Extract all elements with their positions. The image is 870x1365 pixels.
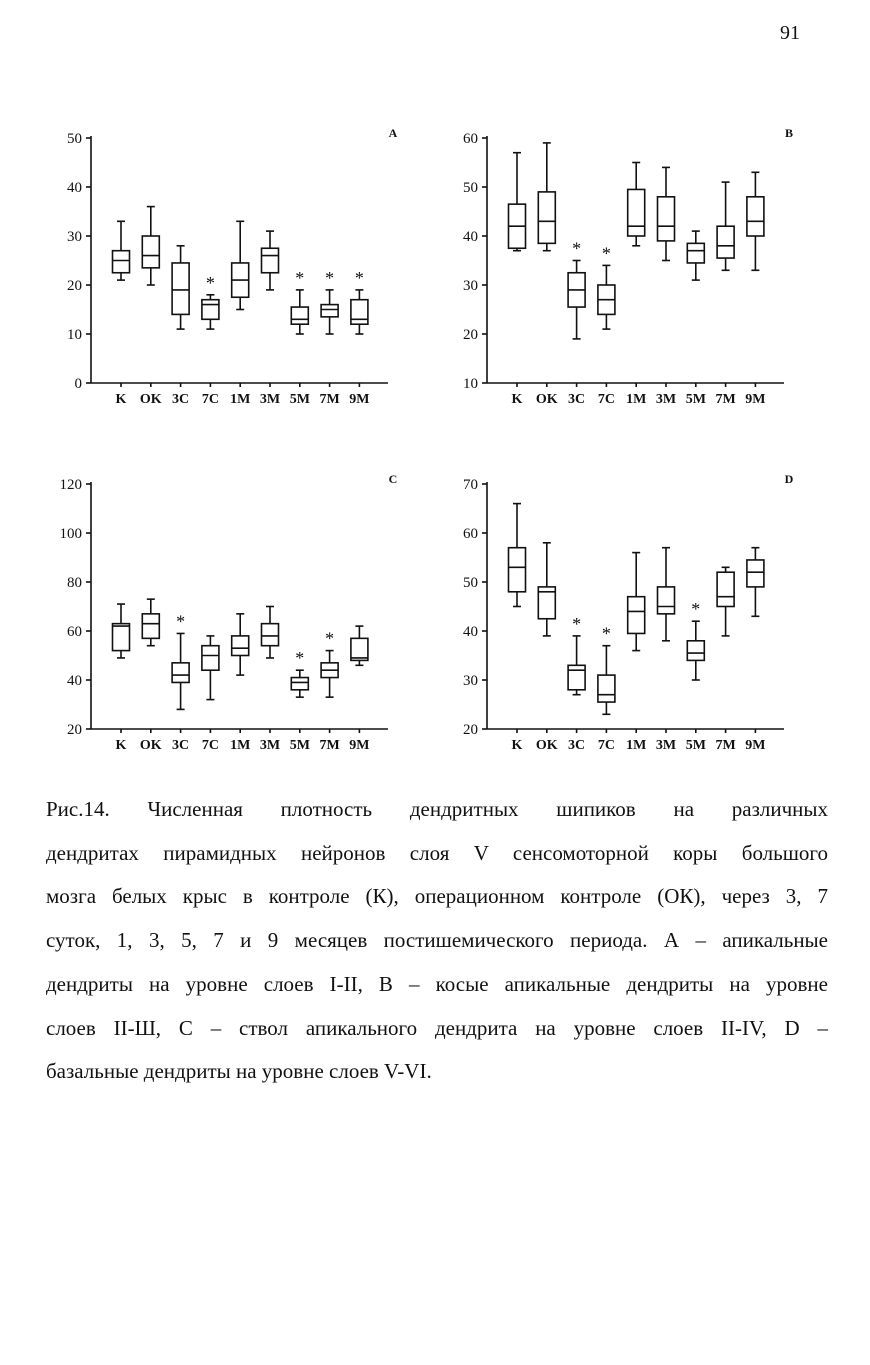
caption-line: слоев II-Ш, С – ствол апикального дендрита на уровне слоев II-IV, D – xyxy=(46,1015,828,1040)
x-tick-label: OK xyxy=(535,392,558,407)
page-number: 91 xyxy=(780,22,800,44)
y-tick-label: 50 xyxy=(463,575,478,591)
box-iqr xyxy=(142,614,159,639)
x-tick-label: 7C xyxy=(201,392,219,407)
x-tick-label: 5M xyxy=(685,392,706,407)
x-tick-label: 1M xyxy=(626,392,647,407)
box-iqr xyxy=(687,641,704,661)
y-tick-label: 60 xyxy=(463,526,478,542)
caption-line: мозга белых крыс в контроле (К), операционном контроле (ОК), через 3, 7 xyxy=(46,884,828,909)
y-tick-label: 50 xyxy=(67,131,82,147)
significance-asterisk: * xyxy=(205,272,215,293)
box-iqr xyxy=(509,548,526,592)
box-plot-panel-c xyxy=(46,456,436,756)
x-tick-label: 1M xyxy=(230,392,251,407)
x-tick-label: 3C xyxy=(568,392,586,407)
box-iqr xyxy=(291,678,308,690)
y-tick-label: 100 xyxy=(59,526,82,542)
box-iqr xyxy=(628,597,645,634)
panel-label: C xyxy=(388,472,398,486)
caption-line: дендриты на уровне слоев I-II, В – косые апикальные дендриты на уровне xyxy=(46,971,828,996)
x-tick-label: 7C xyxy=(201,738,219,753)
box-iqr xyxy=(538,192,555,243)
box-iqr xyxy=(658,587,675,614)
significance-asterisk: * xyxy=(176,611,186,632)
x-tick-label: K xyxy=(511,738,523,753)
y-tick-label: 40 xyxy=(67,180,82,196)
box-iqr xyxy=(717,226,734,258)
box-iqr xyxy=(351,300,368,325)
y-tick-label: 120 xyxy=(59,477,82,493)
y-tick-label: 20 xyxy=(67,722,82,738)
x-tick-label: 3C xyxy=(172,392,190,407)
x-tick-label: 3M xyxy=(259,738,281,753)
x-tick-label: 7M xyxy=(319,392,340,407)
y-tick-label: 60 xyxy=(463,131,478,147)
x-tick-label: 3C xyxy=(172,738,190,753)
y-tick-label: 40 xyxy=(463,229,478,245)
x-tick-label: 9M xyxy=(349,738,370,753)
x-tick-label: 9M xyxy=(745,392,766,407)
x-tick-label: 3C xyxy=(568,738,586,753)
x-tick-label: 3M xyxy=(259,392,281,407)
y-tick-label: 50 xyxy=(463,180,478,196)
box-iqr xyxy=(142,236,159,268)
box-iqr xyxy=(658,197,675,241)
box-iqr xyxy=(351,638,368,660)
box-iqr xyxy=(598,675,615,702)
x-tick-label: 7M xyxy=(715,738,736,753)
y-tick-label: 30 xyxy=(463,673,478,689)
box-iqr xyxy=(747,560,764,587)
significance-asterisk: * xyxy=(295,267,305,288)
figure-caption xyxy=(46,788,828,1094)
box-iqr xyxy=(628,189,645,236)
panel-label: B xyxy=(784,126,794,140)
significance-asterisk: * xyxy=(601,623,611,644)
x-tick-label: 7M xyxy=(319,738,340,753)
x-tick-label: 9M xyxy=(349,392,370,407)
caption-line: базальные дендриты на уровне слоев V-VI. xyxy=(46,1059,432,1084)
y-tick-label: 60 xyxy=(67,624,82,640)
y-tick-label: 30 xyxy=(67,229,82,245)
box-iqr xyxy=(262,624,279,646)
x-tick-label: 5M xyxy=(685,738,706,753)
box-iqr xyxy=(568,665,585,690)
x-tick-label: 3M xyxy=(655,392,677,407)
box-iqr xyxy=(262,248,279,273)
box-iqr xyxy=(113,251,130,273)
y-tick-label: 10 xyxy=(463,376,478,392)
significance-asterisk: * xyxy=(572,613,582,634)
x-tick-label: OK xyxy=(535,738,558,753)
y-tick-label: 0 xyxy=(74,376,82,392)
significance-asterisk: * xyxy=(572,238,582,259)
box-plot-panel-a xyxy=(46,110,436,410)
x-tick-label: K xyxy=(115,392,127,407)
caption-line: Рис.14. Численная плотность дендритных шипиков на различных xyxy=(46,797,828,821)
y-tick-label: 20 xyxy=(463,327,478,343)
x-tick-label: 9M xyxy=(745,738,766,753)
box-iqr xyxy=(202,300,219,320)
significance-asterisk: * xyxy=(325,628,335,649)
y-tick-label: 20 xyxy=(67,278,82,294)
caption-line: дендритах пирамидных нейронов слоя V сенсомоторной коры большого xyxy=(46,840,828,865)
y-tick-label: 10 xyxy=(67,327,82,343)
box-iqr xyxy=(172,263,189,314)
y-tick-label: 40 xyxy=(67,673,82,689)
significance-asterisk: * xyxy=(295,648,305,669)
x-tick-label: 5M xyxy=(289,392,310,407)
x-tick-label: OK xyxy=(139,392,162,407)
x-tick-label: K xyxy=(115,738,127,753)
box-iqr xyxy=(232,636,249,656)
box-iqr xyxy=(747,197,764,236)
x-tick-label: 7M xyxy=(715,392,736,407)
x-tick-label: K xyxy=(511,392,523,407)
box-iqr xyxy=(202,646,219,671)
box-iqr xyxy=(321,305,338,317)
x-tick-label: 1M xyxy=(230,738,251,753)
significance-asterisk: * xyxy=(354,267,364,288)
box-plot-panel-d xyxy=(442,456,832,756)
x-tick-label: 3M xyxy=(655,738,677,753)
box-iqr xyxy=(291,307,308,324)
box-iqr xyxy=(717,572,734,606)
x-tick-label: 5M xyxy=(289,738,310,753)
y-tick-label: 20 xyxy=(463,722,478,738)
box-iqr xyxy=(113,624,130,651)
significance-asterisk: * xyxy=(601,243,611,264)
x-tick-label: 7C xyxy=(597,738,615,753)
x-tick-label: 7C xyxy=(597,392,615,407)
panel-label: D xyxy=(784,472,794,486)
significance-asterisk: * xyxy=(691,599,701,620)
box-iqr xyxy=(687,243,704,263)
box-plot-panel-b xyxy=(442,110,832,410)
y-tick-label: 40 xyxy=(463,624,478,640)
y-tick-label: 80 xyxy=(67,575,82,591)
x-tick-label: 1M xyxy=(626,738,647,753)
y-tick-label: 30 xyxy=(463,278,478,294)
panel-label: A xyxy=(388,126,398,140)
x-tick-label: OK xyxy=(139,738,162,753)
y-tick-label: 70 xyxy=(463,477,478,493)
significance-asterisk: * xyxy=(325,267,335,288)
box-iqr xyxy=(172,663,189,683)
caption-line: суток, 1, 3, 5, 7 и 9 месяцев постишемического периода. А – апикальные xyxy=(46,928,828,953)
